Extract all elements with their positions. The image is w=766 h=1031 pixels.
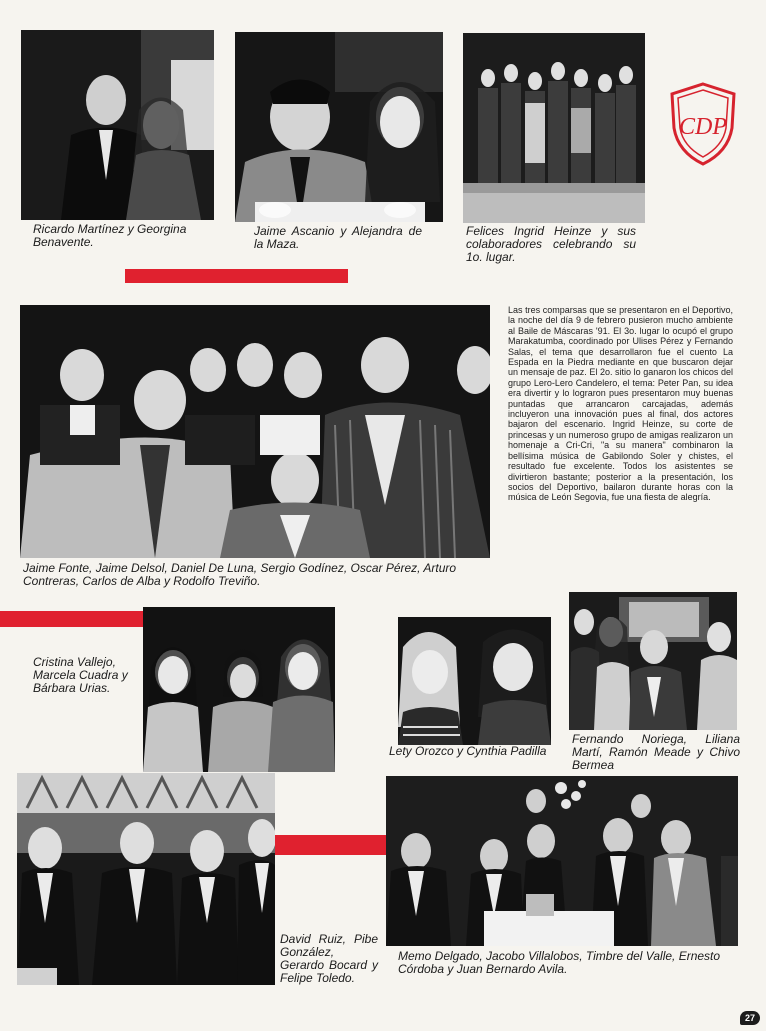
photo-ingrid-heinze [463,33,645,223]
caption-photo-8: David Ruiz, Pibe González, Gerardo Bocard y Felipe Toledo. [280,932,378,985]
photo-fernando-liliana [569,592,737,730]
caption-photo-2: Jaime Ascanio y Alejandra de la Maza. [254,224,422,251]
photo-jaime-alejandra [235,32,443,222]
red-accent-bar-1 [125,269,348,283]
page-number: 27 [740,1011,760,1025]
club-crest-logo [668,82,738,166]
photo-lety-cynthia [398,617,551,745]
caption-photo-7: Fernando Noriega, Liliana Martí, Ramón Meade y Chivo Bermea [572,733,740,771]
caption-photo-1: Ricardo Martínez y Georgina Benavente. [33,222,187,249]
photo-ricardo-georgina [21,30,214,220]
photo-group-jaime-fonte [20,305,490,558]
caption-photo-9: Memo Delgado, Jacobo Villalobos, Timbre del Valle, Ernesto Córdoba y Juan Bernardo Avila. [398,949,721,976]
caption-photo-4: Jaime Fonte, Jaime Delsol, Daniel De Luna, Sergio Godínez, Oscar Pérez, Arturo Contreras, Carlos de Alba y Rodolfo Treviño. [23,561,457,588]
red-accent-bar-2 [0,611,143,627]
crest-letters: CDP [679,114,727,140]
article-text: Las tres comparsas que se presentaron en el Deportivo, la noche del día 9 de febrero pusieron mucho ambiente al Baile de Máscaras '91. El 3o. lugar lo ocupó el grupo Marakatumba, coordinado por Ulises Pérez y Fernando Salas, el tema que desarrollaron fue el cuento La Espada en la Piedra mediante en que buscaron dejar un mensaje de paz. El 2o. sitio lo ganaron los chicos del grupo Lero-Lero Candelero, el tema: Peter Pan, su idea era divertir y lo lograron pues presentaron muy buenas puntadas que arrancaron carcajadas, además incluyeron una innovación pues al final, dos actores bajaron del escenario. Ingrid Heinze, su corte de princesas y un numeroso grupo de amigas realizaron un homenaje a Cri-Cri, "a su manera" combinaron la bellísima música de Gabilondo Soler y chistes, el resultado fue excelente. Todos los asistentes se divirtieron bastante; posterior a la presentación, los socios del Deportivo, bailaron durante horas con la música de León Segovia, fue una fiesta de alegría. [508,305,733,503]
photo-david-pibe-gerardo-felipe [17,773,275,985]
red-accent-bar-3 [275,835,386,855]
caption-photo-5: Cristina Vallejo, Marcela Cuadra y Bárbara Urias. [33,655,128,695]
caption-photo-6: Lety Orozco y Cynthia Padilla [389,745,547,758]
caption-photo-3: Felices Ingrid Heinze y sus colaboradores celebrando su 1o. lugar. [466,224,636,264]
photo-cristina-marcela-barbara [143,607,335,772]
photo-memo-jacobo-timbre [386,776,738,946]
